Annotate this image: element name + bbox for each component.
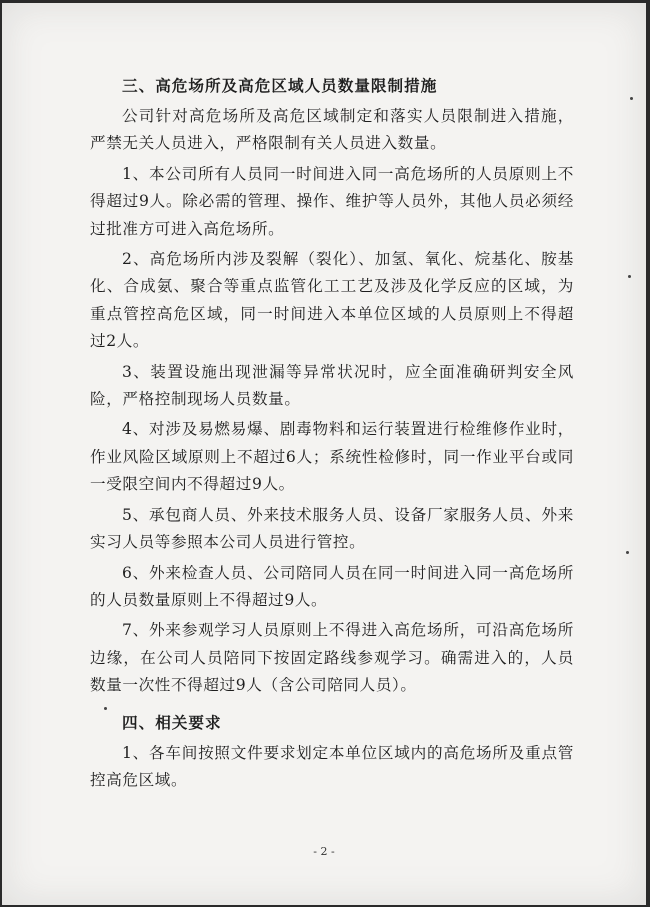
document-page	[2, 3, 646, 905]
section-3-item-5: 5、承包商人员、外来技术服务人员、设备厂家服务人员、外来实习人员等参照本公司人员进行管控。	[90, 505, 574, 552]
section-3-item-4: 4、对涉及易燃易爆、剧毒物料和运行装置进行检维修作业时，作业风险区域原则上不超过6人；系统性检修时，同一作业平台或同一受限空间内不得超过9人。	[90, 420, 574, 494]
section-3-item-6: 6、外来检查人员、公司陪同人员在同一时间进入同一高危场所的人员数量原则上不得超过9人。	[90, 563, 574, 609]
section-3-intro: 公司针对高危场所及高危区域制定和落实人员限制进入措施，严禁无关人员进入，严格限制有关人员进入数量。	[90, 107, 574, 153]
section-3-item-2: 2、高危场所内涉及裂解（裂化）、加氢、氧化、烷基化、胺基化、合成氨、聚合等重点监管化工工艺及涉及化学反应的区域，为重点管控高危区域，同一时间进入本单位区域的人员原则上不得超过2人。	[90, 250, 574, 351]
section-4-item-1: 1、各车间按照文件要求划定本单位区域内的高危场所及重点管控高危区域。	[90, 743, 574, 789]
section-3-heading: 三、高危场所及高危区域人员数量限制措施	[122, 77, 438, 95]
page-number: - 2 -	[313, 845, 335, 858]
section-3-item-7: 7、外来参观学习人员原则上不得进入高危场所，可沿高危场所边缘，在公司人员陪同下按固定路线参观学习。确需进入的，人员数量一次性不得超过9人（含公司陪同人员）。	[90, 621, 574, 695]
section-3-item-3: 3、装置设施出现泄漏等异常状况时，应全面准确研判安全风险，严格控制现场人员数量。	[90, 362, 574, 409]
section-3-item-1: 1、本公司所有人员同一时间进入同一高危场所的人员原则上不得超过9人。除必需的管理、操作、维护等人员外，其他人员必须经过批准方可进入高危场所。	[90, 164, 574, 238]
scan-speck	[626, 551, 629, 554]
document-body	[90, 69, 574, 794]
scan-speck	[104, 707, 107, 710]
section-4-heading: 四、相关要求	[122, 713, 222, 732]
scan-speck	[630, 97, 633, 100]
scan-speck	[628, 275, 631, 278]
